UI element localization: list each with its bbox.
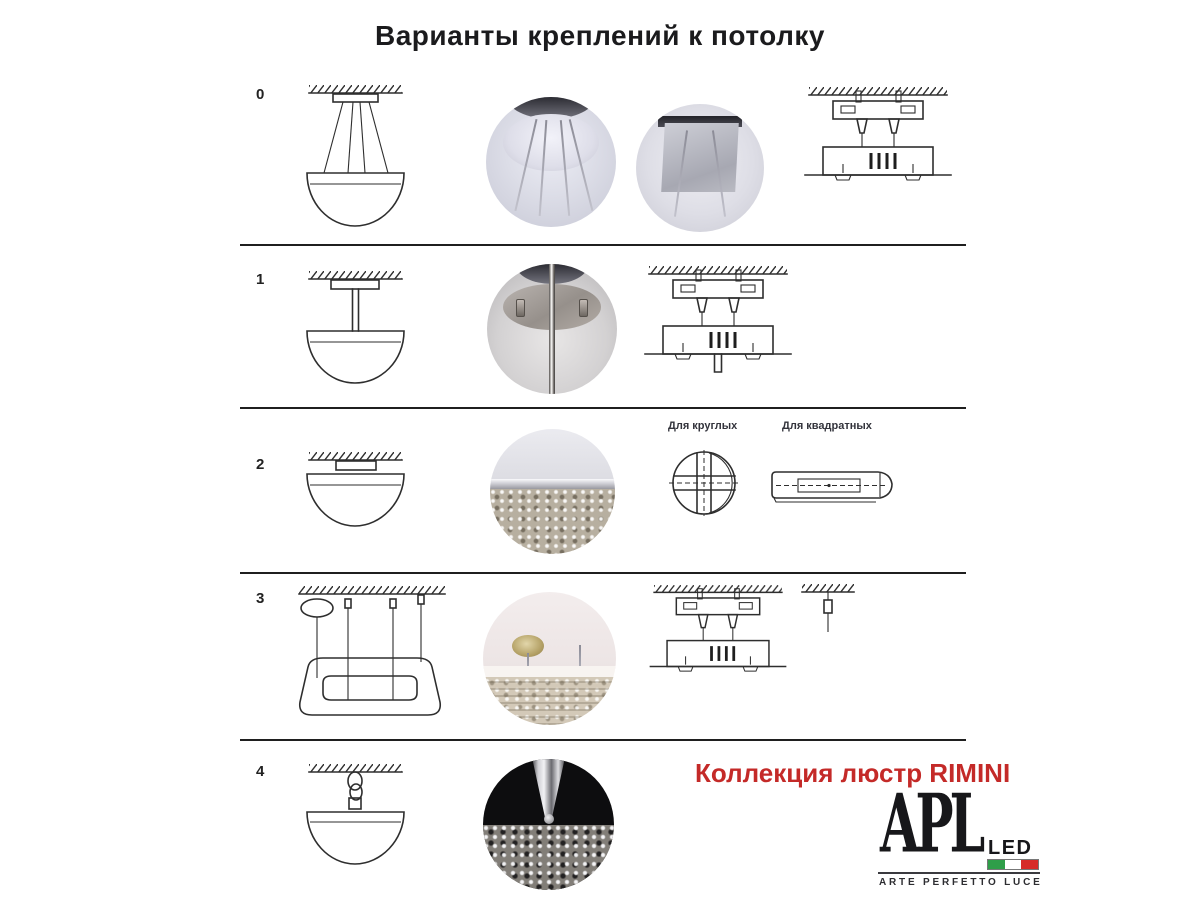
- row-separator: [240, 407, 966, 409]
- ceiling-canopy-photo: [483, 592, 616, 725]
- flush-mount-lamp-drawing: [303, 452, 408, 532]
- ceiling-area: [483, 592, 616, 669]
- brand-logo: [878, 776, 1043, 894]
- canopy-underside-photo: [486, 97, 616, 227]
- canopy-clip: [516, 299, 526, 317]
- chrome-canopy-photo: [487, 264, 617, 394]
- row-number-1: 1: [256, 271, 265, 288]
- flag-red: [1021, 860, 1038, 869]
- logo-divider: [878, 872, 1040, 874]
- canopy-plate: [503, 114, 599, 171]
- square-canopy-plate: [661, 123, 739, 192]
- round-mounting-plate-diagram: [665, 448, 745, 518]
- square-mounting-bar-diagram: [766, 460, 901, 508]
- crystal-texture: [483, 825, 614, 891]
- frame-chandelier-wires-drawing: [291, 586, 453, 724]
- crystal-texture: [490, 489, 615, 554]
- hook-mounted-lamp-drawing: [303, 764, 408, 869]
- crystal-texture: [483, 677, 616, 725]
- row-number-0: 0: [256, 86, 265, 103]
- mounting-bracket-rod-diagram: [643, 266, 793, 376]
- flush-crystal-photo: [490, 429, 615, 554]
- ceiling-area: [490, 429, 615, 482]
- canopy-clip: [579, 299, 589, 317]
- row-number-3: 3: [256, 590, 265, 607]
- suspended-chandelier-drawing: [303, 85, 408, 230]
- mounting-bracket-diagram: [803, 87, 953, 182]
- chrome-rod: [549, 264, 555, 394]
- page-title: Варианты креплений к потолку: [375, 20, 825, 51]
- row-separator: [240, 572, 966, 574]
- collection-title: Коллекция люстр RIMINI: [695, 758, 1011, 788]
- row-number-4: 4: [256, 763, 265, 780]
- chrome-cone: [530, 759, 567, 817]
- logo-tagline: ARTE PERFETTO LUCE: [879, 877, 1043, 888]
- italian-flag-icon: [988, 860, 1038, 869]
- label-for-square: Для квадратных: [782, 420, 872, 432]
- logo-led-block: [988, 838, 1038, 869]
- flag-white: [1005, 860, 1022, 869]
- flag-green: [988, 860, 1005, 869]
- row-number-2: 2: [256, 456, 265, 473]
- row-separator: [240, 244, 966, 246]
- label-for-round: Для круглых: [668, 420, 738, 432]
- wire-anchor-diagram: [798, 584, 858, 638]
- chrome-ball: [544, 814, 554, 824]
- crystal-chandelier-photo: [483, 759, 614, 890]
- square-plate-photo: [636, 104, 764, 232]
- rod-mounted-lamp-drawing: [303, 271, 408, 386]
- mounting-bracket-diagram: [648, 585, 788, 673]
- logo-led-text: LED: [988, 837, 1033, 859]
- logo-abbr: APL: [880, 776, 982, 872]
- row-separator: [240, 739, 966, 741]
